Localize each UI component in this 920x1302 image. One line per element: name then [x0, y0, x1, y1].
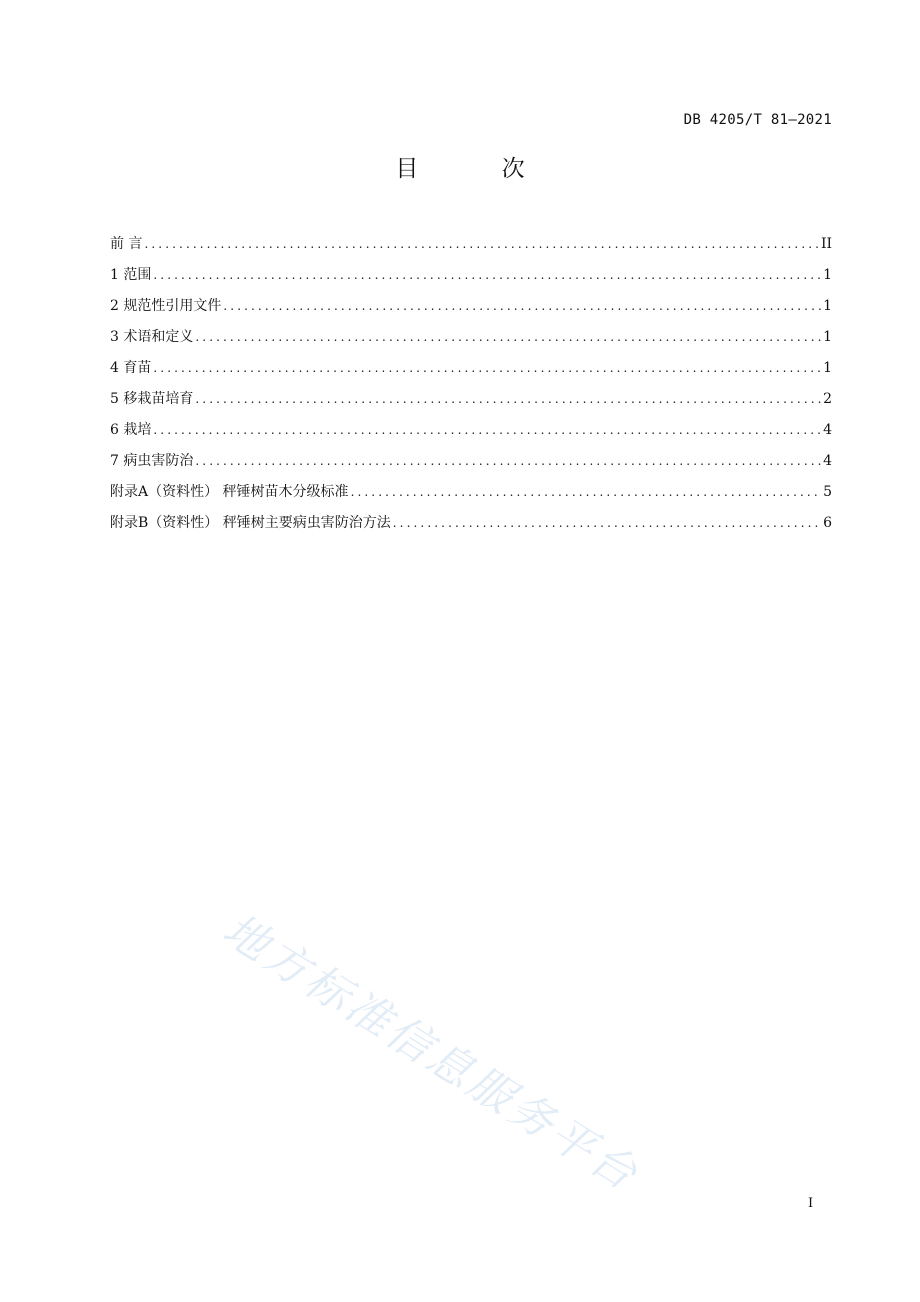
toc-entry-appendix-a[interactable] — [110, 481, 832, 512]
toc-entry-normative-references[interactable] — [110, 295, 832, 326]
toc-entry-label: 4 育苗 — [110, 360, 152, 376]
toc-entry-page: 1 — [823, 298, 832, 314]
toc-entry-label: 7 病虫害防治 — [110, 453, 194, 469]
toc-entry-page: 1 — [823, 267, 832, 283]
toc-entry-label: 1 范围 — [110, 267, 152, 283]
toc-entry-transplant[interactable] — [110, 388, 832, 419]
toc-entry-label: 3 术语和定义 — [110, 329, 194, 345]
page-title: 目 次 — [395, 156, 563, 182]
toc-entry-cultivation[interactable] — [110, 419, 832, 450]
toc-entry-foreword[interactable] — [110, 233, 832, 264]
toc-entry-page: 6 — [823, 515, 832, 531]
toc-entry-page: 5 — [823, 484, 832, 500]
toc-entry-terms-definitions[interactable] — [110, 326, 832, 357]
toc-leader-dots — [153, 361, 821, 375]
toc-entry-page: 4 — [823, 422, 832, 438]
toc-leader-dots — [195, 330, 821, 344]
toc-entry-page: 1 — [823, 329, 832, 345]
toc-entry-pest-control[interactable] — [110, 450, 832, 481]
toc-entry-label: 5 移栽苗培育 — [110, 391, 194, 407]
toc-leader-dots — [393, 516, 821, 530]
table-of-contents — [110, 233, 832, 543]
toc-entry-scope[interactable] — [110, 264, 832, 295]
toc-leader-dots — [195, 454, 821, 468]
toc-entry-appendix-b[interactable] — [110, 512, 832, 543]
toc-entry-seedling[interactable] — [110, 357, 832, 388]
toc-leader-dots — [195, 392, 821, 406]
toc-entry-page: 1 — [823, 360, 832, 376]
watermark: 地方标准信息服务平台 — [214, 904, 649, 1202]
toc-entry-label: 2 规范性引用文件 — [110, 298, 222, 314]
toc-leader-dots — [153, 268, 821, 282]
toc-entry-label: 前 言 — [110, 236, 143, 252]
document-code: DB 4205/T 81—2021 — [683, 112, 832, 128]
toc-leader-dots — [351, 485, 822, 499]
toc-leader-dots — [223, 299, 821, 313]
toc-leader-dots — [144, 237, 818, 251]
toc-entry-page: II — [820, 236, 832, 252]
toc-entry-label: 附录A（资料性） 秤锤树苗木分级标准 — [110, 484, 349, 500]
toc-entry-label: 附录B（资料性） 秤锤树主要病虫害防治方法 — [110, 515, 391, 531]
toc-entry-label: 6 栽培 — [110, 422, 152, 438]
page-number: I — [808, 1196, 814, 1211]
toc-leader-dots — [153, 423, 821, 437]
toc-entry-page: 4 — [823, 453, 832, 469]
toc-entry-page: 2 — [823, 391, 832, 407]
